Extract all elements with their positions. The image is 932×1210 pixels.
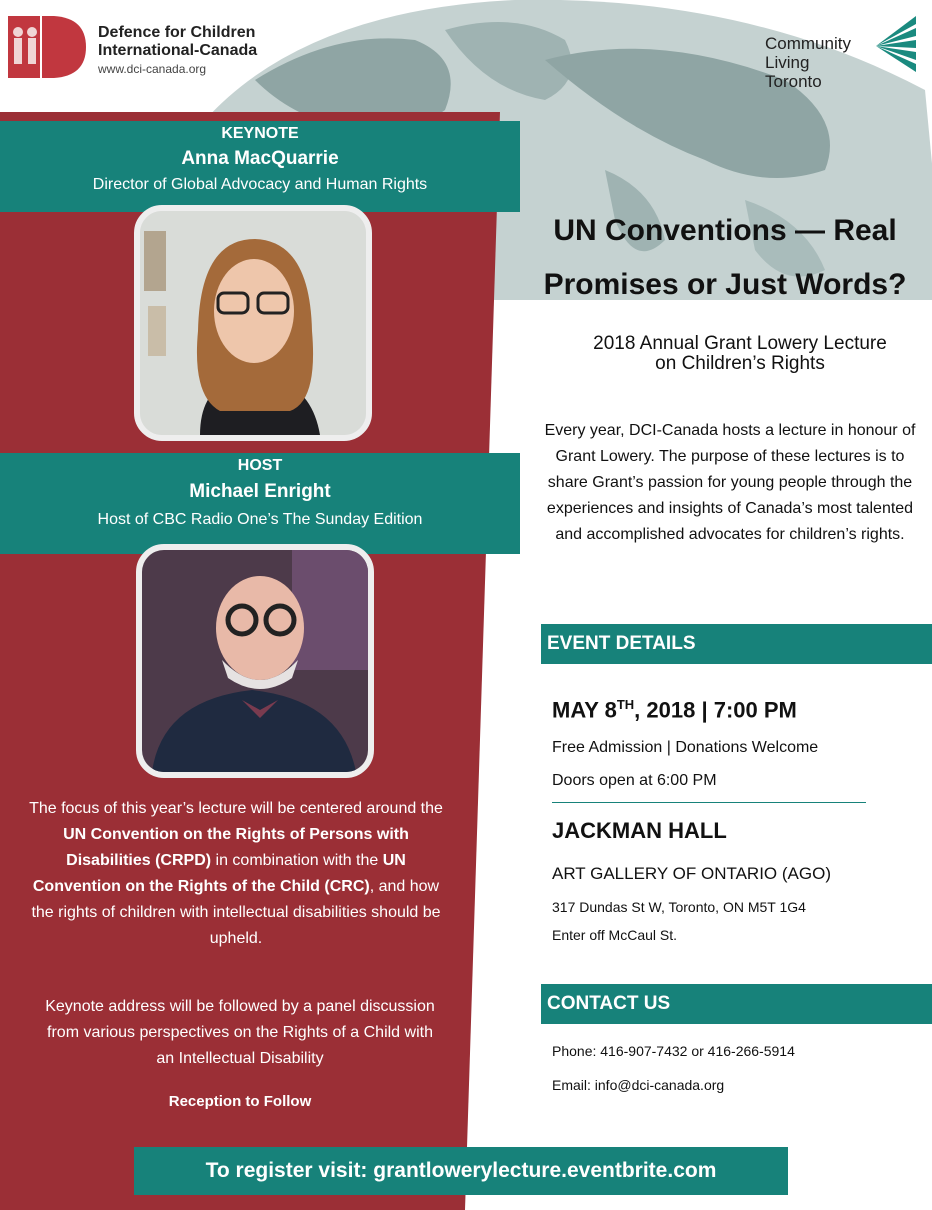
host-name: Michael Enright [189, 481, 331, 502]
keynote-title: Director of Global Advocacy and Human Rights [92, 176, 428, 193]
focus-text-1: The focus of this year’s lecture will be centered around the [29, 800, 443, 817]
focus-text-2: in combination with the [211, 852, 383, 869]
keynote-banner [0, 121, 520, 212]
clt-line1: Community [765, 34, 851, 53]
focus-crc: UN Convention on the Rights of the Child (CRC) [32, 852, 406, 895]
details-divider [552, 802, 866, 803]
host-banner [0, 453, 520, 554]
dci-name [98, 24, 257, 76]
subtitle-line1: 2018 Annual Grant Lowery Lecture [593, 333, 887, 354]
contact-heading: CONTACT US [541, 984, 932, 1024]
contact-phone: Phone: 416-907-7432 or 416-266-5914 [552, 1043, 795, 1059]
event-datetime [552, 697, 797, 723]
keynote-portrait-image [140, 211, 366, 435]
venue-name: JACKMAN HALL [552, 818, 727, 843]
reception-text: Reception to Follow [168, 1093, 312, 1110]
doors-text: Doors open at 6:00 PM [552, 772, 717, 789]
event-date-prefix: MAY 8 [552, 697, 617, 723]
focus-paragraph [22, 796, 450, 952]
subtitle [545, 334, 932, 374]
clt-logo-text [765, 34, 851, 91]
host-role: HOST [237, 457, 283, 474]
admission-text: Free Admission | Donations Welcome [552, 739, 819, 756]
clt-line2: Living [765, 53, 810, 72]
venue-address: 317 Dundas St W, Toronto, ON M5T 1G4 [552, 899, 806, 915]
contact-email: Email: info@dci-canada.org [552, 1077, 725, 1093]
event-description: Every year, DCI-Canada hosts a lecture in honour of Grant Lowery. The purpose of these lectures is to share Grant’s passion for young people through the experiences and insights of Canada’s most talented and accomplished advocates for children’s rights. [544, 422, 916, 543]
panel-discussion-text: Keynote address will be followed by a panel discussion from various perspectives on the Rights of a Child with an Intellectual Disability [45, 998, 435, 1067]
subtitle-line2: on Children’s Rights [655, 353, 825, 374]
keynote-name: Anna MacQuarrie [181, 148, 339, 169]
focus-crpd: UN Convention on the Rights of Persons with Disabilities (CRPD) [63, 826, 409, 869]
page-title: UN Conventions — Real Promises or Just Words? [543, 214, 907, 301]
dci-name-line2: International-Canada [98, 42, 258, 59]
venue-entrance: Enter off McCaul St. [552, 927, 678, 943]
dci-url: www.dci-canada.org [98, 62, 207, 76]
clt-line3: Toronto [765, 72, 822, 91]
clt-logo-icon [872, 14, 920, 78]
focus-text-3: , and how the rights of children with intellectual disabilities should be upheld. [31, 878, 441, 947]
host-portrait-image [142, 550, 368, 772]
event-date-sup: TH [616, 697, 635, 712]
register-link[interactable]: To register visit: grantlowerylecture.eventbrite.com [134, 1147, 788, 1195]
host-photo [136, 544, 374, 778]
dci-name-line1: Defence for Children [98, 24, 256, 41]
event-details-heading: EVENT DETAILS [541, 624, 932, 664]
host-title: Host of CBC Radio One’s The Sunday Edition [97, 511, 423, 528]
gallery-name: ART GALLERY OF ONTARIO (AGO) [552, 864, 831, 883]
keynote-photo [134, 205, 372, 441]
dci-logo-icon [8, 14, 88, 80]
event-date-suffix: , 2018 | 7:00 PM [634, 697, 797, 723]
keynote-role: KEYNOTE [221, 125, 299, 142]
